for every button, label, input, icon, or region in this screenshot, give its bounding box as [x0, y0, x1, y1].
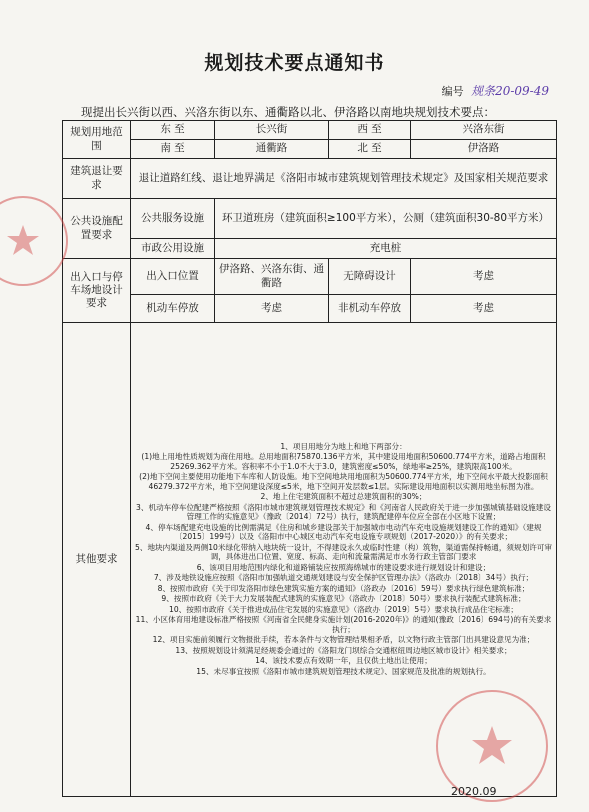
- requirement-item: 5、地块内渠道及两侧10米绿化带纳入地块统一设计，不得建设永久或临时性建（构）筑物，渠道需保持畅通，须规划许可审调，具体进出口位置、宽度、标高、走向和流量需满足市水务行政主管部门要求: [135, 542, 552, 562]
- requirement-item: 15、未尽事宜按照《洛阳市城市建筑规划管理技术规定》、国家规范及批准的规划执行。: [196, 666, 491, 676]
- entrance-value: 伊洛路、兴洛东街、通衢路: [215, 259, 329, 295]
- nonmotor-parking-label: 非机动车停放: [329, 295, 411, 323]
- land-scope-label: 规划用地范围: [63, 121, 131, 159]
- facilities-label: 公共设施配置要求: [63, 199, 131, 259]
- requirement-item: 10、按照市政府《关于推进成品住宅发展的实施意见》（洛政办〔2019〕5号）要求执行成品住宅标准；: [169, 604, 518, 614]
- municipal-label: 市政公用设施: [131, 239, 215, 259]
- south-value: 通衢路: [215, 140, 329, 159]
- south-label: 南 至: [131, 140, 215, 159]
- intro-text: 现提出长兴街以西、兴洛东街以东、通衢路以北、伊洛路以南地块规划技术要点：: [81, 105, 495, 119]
- requirement-item: 4、停车场配建充电设施的比例需满足《住房和城乡建设部关于加强城市电动汽车充电设施规划建设工作的通知》（建规〔2015〕199号）以及《洛阳市中心城区电动汽车充电设施专项规划（2017-2020）》的有关要求；: [145, 522, 542, 542]
- requirement-item: 6、该项目用地范围内绿化和道路铺装应按照海绵城市的建设要求进行规划设计和建设；: [196, 562, 491, 572]
- requirement-item: (2)地下空间主要使用功能地下车库和人防设施。地下空间地块用地面积为50600.774平方米，地下空间水平最大投影面积46279.372平方米，地下空间建设深度≤5米，地下空间开发层数≤1层。实际建设用地面积以实测用地坐标图为准。: [139, 472, 548, 491]
- requirement-item: 11、小区体育用地建设标准严格按照《河南省全民健身实施计划(2016-2020年)》的通知(豫政〔2016〕694号)的有关要求执行；: [135, 615, 552, 634]
- setback-label: 建筑退让要求: [63, 159, 131, 199]
- entrance-label: 出入口位置: [131, 259, 215, 295]
- requirement-item: 13、按照规划设计须满足经规委会通过的《洛阳龙门坝综合交通枢纽周边地区城市设计》相关要求；: [175, 645, 512, 655]
- barrier-free-label: 无障碍设计: [329, 259, 411, 295]
- motor-parking-value: 考虑: [215, 295, 329, 323]
- access-label: 出入口与停车场地设计要求: [63, 259, 131, 323]
- north-value: 伊洛路: [411, 140, 557, 159]
- requirement-item: 7、涉及地铁设施应按照《洛阳市加强轨道交通规划建设与安全保护区管理办法》（洛政办〔2018〕34号）执行；: [153, 573, 534, 583]
- requirement-item: 3、机动车停车位配建严格按照《洛阳市城市建筑规划管理技术规定》和《河南省人民政府关于进一步加强城镇基础设施建设管理工作的实施意见》（豫政〔2014〕72号）执行，建筑配建停车位应全部在小区地下设置；: [136, 502, 551, 522]
- motor-parking-label: 机动车停放: [131, 295, 215, 323]
- public-service-value: 环卫道班房（建筑面积≥100平方米），公厕（建筑面积30-80平方米）: [215, 199, 557, 239]
- requirement-item: 2、地上住宅建筑面积不超过总建筑面积的30%；: [260, 492, 427, 502]
- west-value: 兴洛东街: [411, 121, 557, 140]
- nonmotor-parking-value: 考虑: [411, 295, 557, 323]
- requirement-item: 1、项目用地分为地上和地下两部分：: [280, 441, 407, 451]
- seal-star-icon: [0, 200, 64, 282]
- east-value: 长兴街: [215, 121, 329, 140]
- north-label: 北 至: [329, 140, 411, 159]
- west-label: 西 至: [329, 121, 411, 140]
- requirement-item: (1)地上用地性质规划为商住用地。总用地面积75870.136平方米，其中建设用地面积50600.774平方米，道路占地面积25269.362平方米。容积率不小于1.0不大于3.0，建筑密度≤50%，绿地率≥25%，建筑限高100米。: [141, 452, 546, 471]
- requirement-item: 12、项目实施前须履行文物报批手续，若本条件与文物管理结果相矛盾，以文物行政主管部门出具建设意见为准；: [152, 635, 535, 645]
- other-label: 其他要求: [63, 323, 131, 797]
- official-seal-left: [0, 196, 68, 286]
- serial-number: [442, 82, 549, 99]
- public-service-label: 公共服务设施: [131, 199, 215, 239]
- setback-value: 退让道路红线、退让地界满足《洛阳市城市建筑规划管理技术规定》及国家相关规范要求: [131, 159, 557, 199]
- barrier-free-value: 考虑: [411, 259, 557, 295]
- municipal-value: 充电桩: [215, 239, 557, 259]
- requirement-item: 8、按照市政府《关于印发洛阳市绿色建筑实施方案的通知》（洛政办〔2016〕59号）要求执行绿色建筑标准；: [157, 583, 530, 593]
- document-title: 规划技术要点通知书: [204, 52, 385, 74]
- seal-star-icon: [440, 694, 544, 798]
- serial-value: 规条20-09-49: [471, 84, 549, 98]
- requirement-item: 9、按照市政府《关于大力发展装配式建筑的实施意见》（洛政办〔2018〕50号）要求执行装配式建筑标准；: [161, 594, 526, 604]
- issue-date: 2020.09: [451, 785, 497, 798]
- serial-label: 编号: [441, 85, 464, 98]
- requirement-item: 14、该技术要点有效期一年，且仅供土地出让使用；: [255, 656, 432, 666]
- east-label: 东 至: [131, 121, 215, 140]
